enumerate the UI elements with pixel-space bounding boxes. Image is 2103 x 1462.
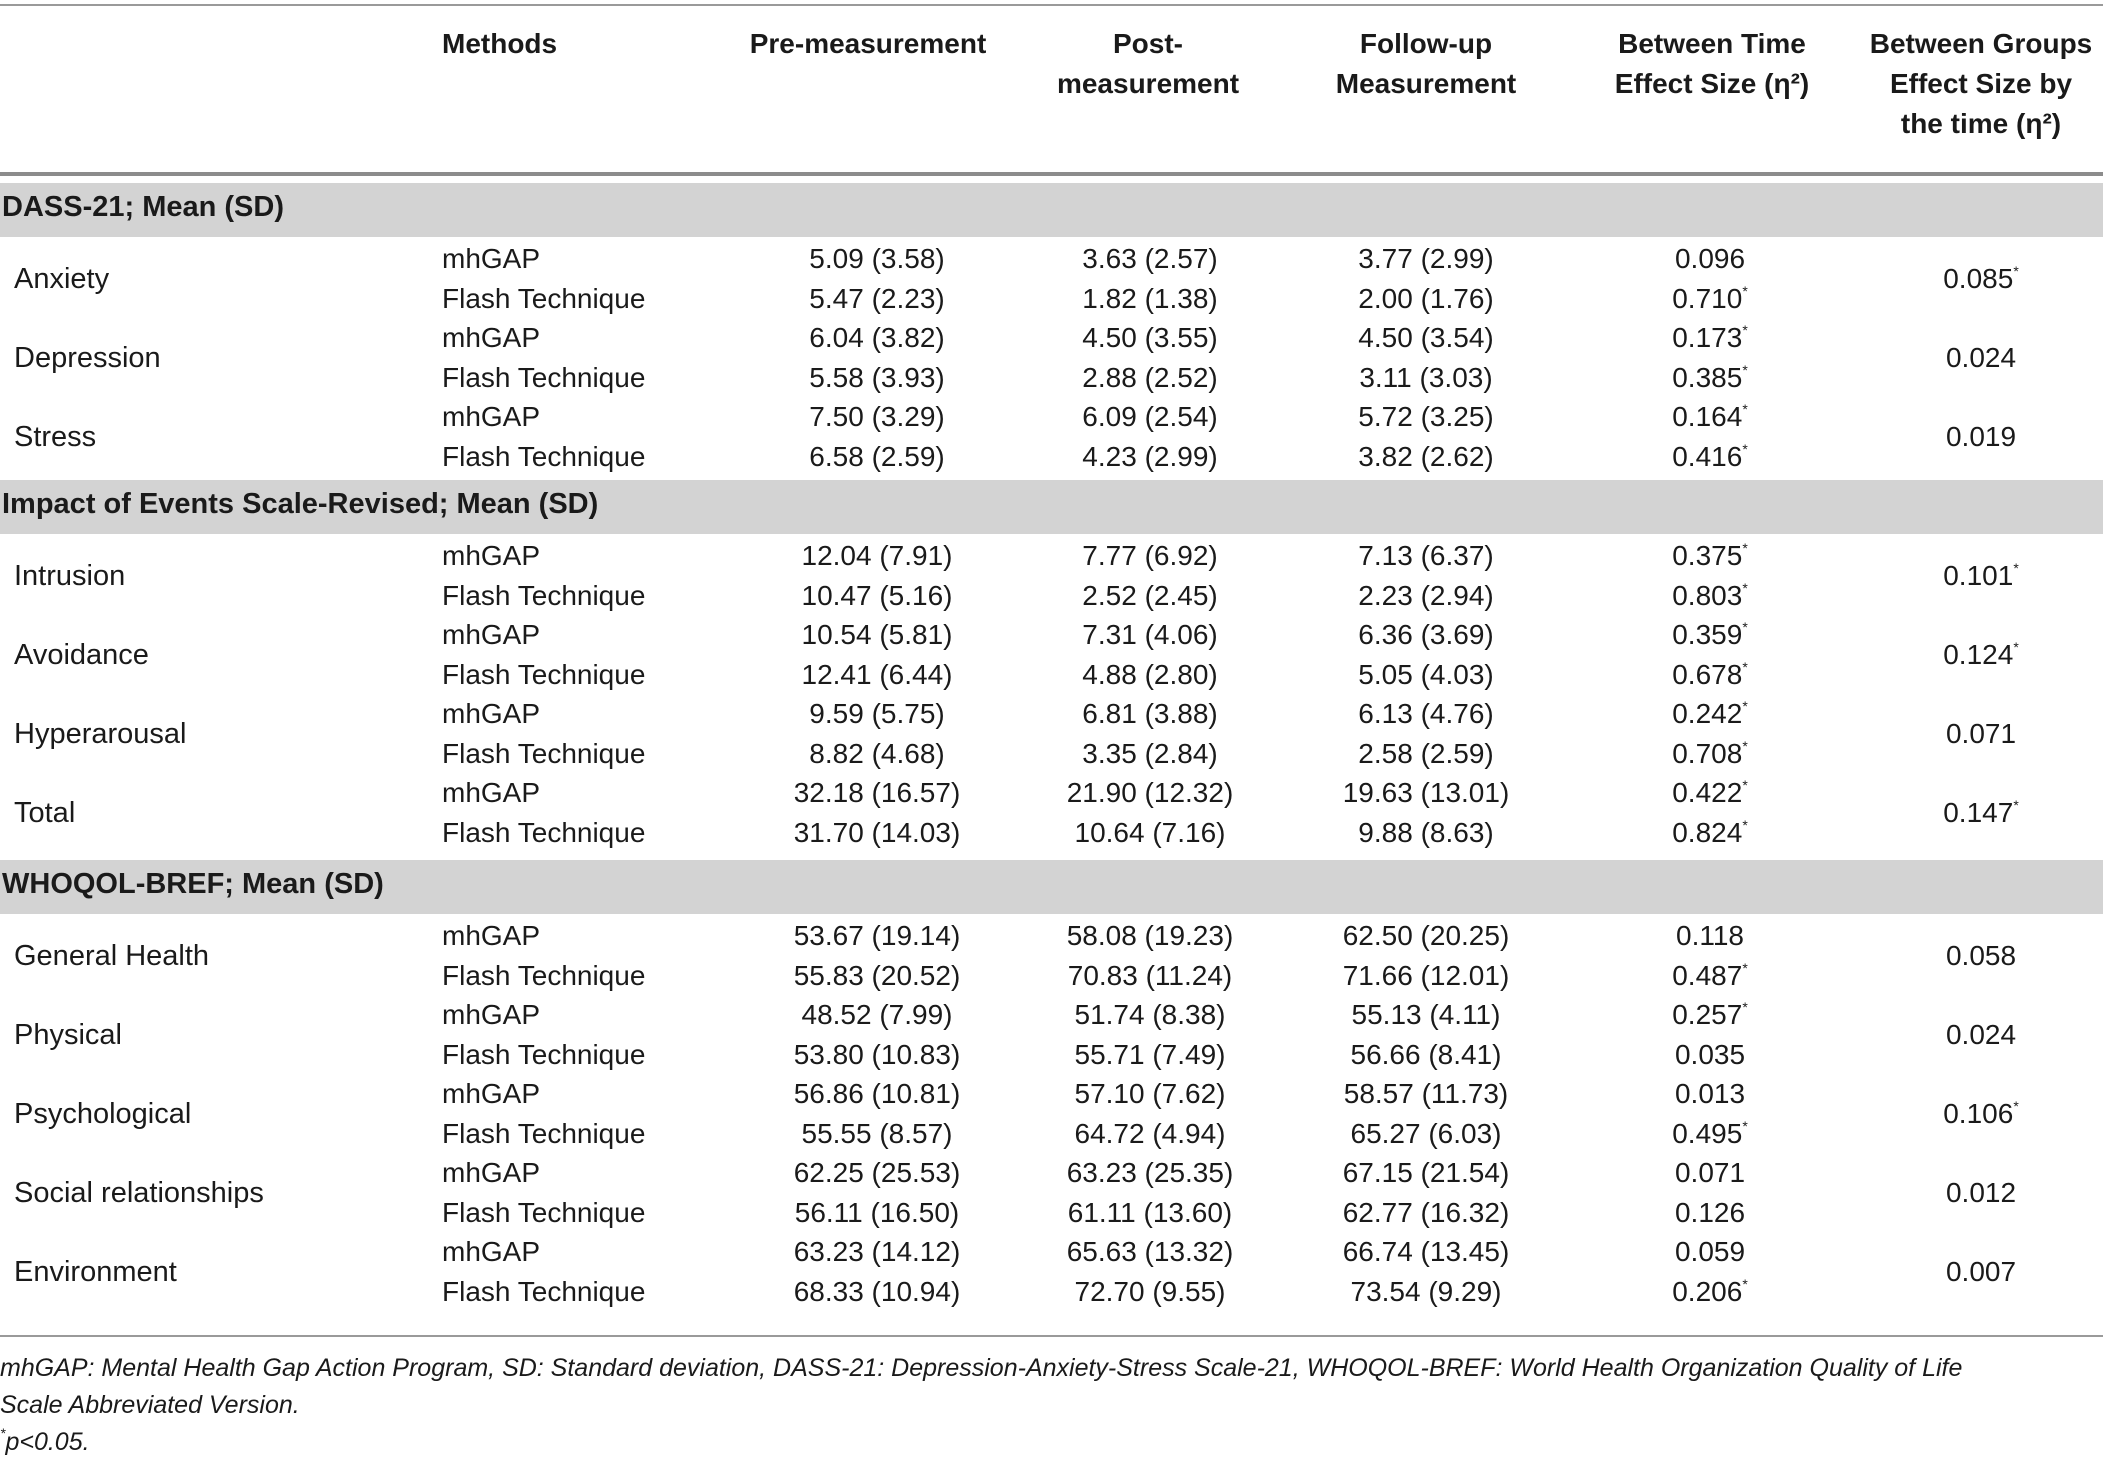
pre-measurement-cell: 5.58 (3.93) (809, 361, 945, 393)
significance-mark: * (2013, 638, 2019, 655)
table-row (0, 1114, 2103, 1154)
pre-measurement-cell: 12.41 (6.44) (801, 658, 953, 690)
significance-mark: * (1742, 322, 1748, 338)
pre-measurement-cell: 7.50 (3.29) (809, 401, 945, 432)
pre-measurement-cell: 6.58 (2.59) (809, 440, 945, 472)
pre-measurement-cell: 68.33 (10.94) (793, 1275, 961, 1307)
between-time-cell (1672, 655, 1748, 695)
significance-mark: * (1742, 959, 1748, 976)
between-time-value: 0.678 (1672, 658, 1743, 690)
header-bt-line2: Effect Size (η²) (1614, 68, 1810, 99)
footnote-sig-mark: * (0, 1425, 6, 1441)
post-measurement-cell: 4.23 (2.99) (1082, 440, 1218, 472)
pre-measurement-cell: 53.80 (10.83) (793, 1038, 961, 1070)
pre-measurement-cell: 12.04 (7.91) (801, 540, 953, 571)
method-cell: mhGAP (442, 322, 541, 353)
between-time-cell (1672, 1272, 1748, 1312)
table-row (0, 916, 2103, 956)
between-time-cell (1672, 576, 1748, 616)
between-time-cell (1672, 813, 1748, 853)
post-measurement-cell: 70.83 (11.24) (1067, 959, 1233, 991)
table-row (0, 694, 2103, 734)
between-time-cell (1672, 956, 1748, 996)
header-bt-line1: Between Time (1618, 28, 1806, 59)
table-row (0, 655, 2103, 695)
between-time-cell (1672, 995, 1748, 1035)
table-bottom-rule (0, 1335, 2103, 1337)
between-time-cell (1672, 437, 1748, 477)
between-time-cell (1672, 615, 1748, 655)
post-measurement-cell: 4.50 (3.55) (1082, 322, 1218, 353)
method-cell: mhGAP (442, 999, 541, 1030)
table-row (0, 1035, 2103, 1075)
between-groups-value: 0.071 (1945, 717, 2017, 749)
method-cell: mhGAP (442, 401, 541, 432)
table-row (0, 318, 2103, 358)
between-groups-value: 0.058 (1945, 939, 2017, 971)
significance-mark: * (2013, 1097, 2019, 1114)
between-time-value: 0.710 (1672, 282, 1743, 314)
outcome-label: General Health (14, 939, 210, 972)
significance-mark: * (1742, 619, 1748, 635)
significance-mark: * (1742, 361, 1748, 378)
between-time-cell (1672, 734, 1748, 774)
between-time-cell (1672, 318, 1748, 358)
significance-mark: * (1742, 1275, 1748, 1292)
between-time-value: 0.708 (1672, 737, 1743, 769)
header-follow-up-measurement (1336, 24, 1517, 104)
follow-up-cell: 73.54 (9.29) (1350, 1275, 1502, 1307)
outcome-label: Anxiety (14, 262, 110, 295)
method-cell: Flash Technique (442, 282, 646, 314)
table-row (0, 1232, 2103, 1272)
footnote-significance (0, 1424, 90, 1461)
between-time-value: 0.096 (1674, 243, 1746, 274)
header-bg-line3: the time (η²) (1900, 108, 2062, 139)
between-time-cell (1672, 694, 1748, 734)
between-time-cell (1675, 239, 1745, 279)
table-row (0, 995, 2103, 1035)
between-groups-value: 0.024 (1945, 1018, 2017, 1050)
significance-mark: * (2013, 559, 2019, 576)
follow-up-cell: 7.13 (6.37) (1358, 540, 1494, 571)
follow-up-cell: 19.63 (13.01) (1342, 777, 1510, 808)
pre-measurement-cell: 31.70 (14.03) (793, 816, 961, 848)
method-cell: Flash Technique (442, 1196, 646, 1228)
between-time-cell (1675, 1153, 1745, 1193)
follow-up-cell: 6.36 (3.69) (1358, 619, 1494, 650)
pre-measurement-cell: 63.23 (14.12) (793, 1236, 961, 1267)
between-time-value: 0.495 (1672, 1117, 1743, 1149)
between-time-value: 0.118 (1676, 920, 1744, 951)
post-measurement-cell: 6.09 (2.54) (1082, 401, 1218, 432)
method-cell: mhGAP (442, 243, 541, 274)
significance-mark: * (1742, 698, 1748, 714)
table-row (0, 1153, 2103, 1193)
table-row (0, 576, 2103, 616)
pre-measurement-cell: 56.11 (16.50) (794, 1196, 960, 1228)
footnote-abbreviations-line2: Scale Abbreviated Version. (0, 1391, 300, 1419)
table-row (0, 813, 2103, 853)
significance-mark: * (1742, 282, 1748, 299)
table-row (0, 1074, 2103, 1114)
between-time-value: 0.126 (1674, 1196, 1746, 1228)
header-bg-line1: Between Groups (1869, 28, 2093, 59)
method-cell: mhGAP (442, 540, 541, 571)
header-fu-line2: Measurement (1335, 68, 1517, 99)
between-time-value: 0.164 (1672, 401, 1743, 432)
significance-mark: * (1742, 579, 1748, 596)
post-measurement-cell: 1.82 (1.38) (1082, 282, 1218, 314)
table-row (0, 734, 2103, 774)
between-time-value: 0.206 (1672, 1275, 1743, 1307)
follow-up-cell: 62.77 (16.32) (1342, 1196, 1510, 1228)
header-fu-line1: Follow-up (1359, 28, 1493, 59)
method-cell: mhGAP (442, 619, 541, 650)
footnote-abbreviations-line1: mhGAP: Mental Health Gap Action Program, SD: Standard deviation, DASS-21: Depression-Anxiety-Stress Scale-21, WHOQOL-BREF: World Health Organization Quality of Life (0, 1354, 1963, 1382)
method-cell: mhGAP (442, 1236, 541, 1267)
post-measurement-cell: 65.63 (13.32) (1066, 1236, 1234, 1267)
between-groups-value: 0.012 (1945, 1176, 2017, 1208)
between-time-cell (1672, 358, 1748, 398)
post-measurement-cell: 10.64 (7.16) (1074, 816, 1226, 848)
between-time-value: 0.359 (1672, 619, 1743, 650)
significance-mark: * (2013, 262, 2019, 279)
post-measurement-cell: 58.08 (19.23) (1066, 920, 1234, 951)
section-header (0, 860, 2103, 914)
follow-up-cell: 71.66 (12.01) (1342, 959, 1510, 991)
follow-up-cell: 56.66 (8.41) (1350, 1038, 1502, 1070)
significance-mark: * (1742, 1117, 1748, 1134)
follow-up-cell: 3.77 (2.99) (1358, 243, 1494, 274)
outcome-label: Depression (14, 341, 161, 374)
between-time-value: 0.035 (1674, 1038, 1746, 1070)
header-between-groups (1870, 24, 2092, 144)
between-time-value: 0.071 (1674, 1157, 1746, 1188)
table-row (0, 615, 2103, 655)
pre-measurement-cell: 32.18 (16.57) (793, 777, 961, 808)
post-measurement-cell: 63.23 (25.35) (1066, 1157, 1234, 1188)
between-time-value: 0.416 (1672, 440, 1743, 472)
post-measurement-cell: 2.52 (2.45) (1082, 579, 1218, 611)
method-cell: Flash Technique (442, 658, 646, 690)
method-cell: Flash Technique (442, 1038, 646, 1070)
follow-up-cell: 5.72 (3.25) (1358, 401, 1494, 432)
follow-up-cell: 5.05 (4.03) (1358, 658, 1494, 690)
method-cell: Flash Technique (442, 737, 646, 769)
method-cell: mhGAP (442, 777, 541, 808)
post-measurement-cell: 64.72 (4.94) (1074, 1117, 1226, 1149)
section-header (0, 480, 2103, 534)
header-post-line1: Post- (1113, 28, 1183, 59)
significance-mark: * (1742, 816, 1748, 833)
outcome-label: Hyperarousal (14, 717, 187, 750)
follow-up-cell: 65.27 (6.03) (1350, 1117, 1502, 1149)
significance-mark: * (1742, 658, 1748, 675)
table-row (0, 1193, 2103, 1233)
header-between-time (1615, 24, 1809, 104)
pre-measurement-cell: 9.59 (5.75) (809, 698, 945, 729)
method-cell: mhGAP (442, 1078, 541, 1109)
between-time-value: 0.824 (1672, 816, 1743, 848)
method-cell: Flash Technique (442, 1275, 646, 1307)
outcome-label: Intrusion (14, 559, 126, 592)
post-measurement-cell: 51.74 (8.38) (1074, 999, 1226, 1030)
post-measurement-cell: 2.88 (2.52) (1082, 361, 1218, 393)
outcome-label: Social relationships (14, 1176, 264, 1209)
section-header (0, 183, 2103, 237)
between-time-value: 0.059 (1674, 1236, 1746, 1267)
post-measurement-cell: 4.88 (2.80) (1082, 658, 1218, 690)
pre-measurement-cell: 5.09 (3.58) (809, 243, 945, 274)
follow-up-cell: 2.00 (1.76) (1358, 282, 1494, 314)
follow-up-cell: 3.82 (2.62) (1358, 440, 1494, 472)
header-bg-line2: Effect Size by (1889, 68, 2073, 99)
between-time-value: 0.385 (1672, 361, 1743, 393)
pre-measurement-cell: 8.82 (4.68) (809, 737, 945, 769)
between-time-cell (1672, 536, 1748, 576)
outcome-label: Total (14, 796, 76, 829)
between-time-value: 0.422 (1672, 777, 1743, 808)
between-time-value: 0.242 (1672, 698, 1743, 729)
pre-measurement-cell: 55.83 (20.52) (793, 959, 961, 991)
significance-mark: * (1742, 737, 1748, 754)
header-post-measurement (1057, 24, 1239, 104)
outcome-label: Physical (14, 1018, 122, 1051)
between-time-cell (1676, 916, 1744, 956)
pre-measurement-cell: 6.04 (3.82) (809, 322, 945, 353)
table-row (0, 397, 2103, 437)
between-groups-value: 0.101 (1943, 559, 2014, 591)
significance-mark: * (1742, 440, 1748, 457)
significance-mark: * (2013, 796, 2019, 813)
table-top-rule (0, 4, 2103, 6)
method-cell: mhGAP (442, 1157, 541, 1188)
pre-measurement-cell: 10.47 (5.16) (801, 579, 953, 611)
between-time-cell (1675, 1074, 1745, 1114)
between-groups-value: 0.007 (1945, 1255, 2017, 1287)
between-groups-value: 0.106 (1943, 1097, 2014, 1129)
post-measurement-cell: 3.63 (2.57) (1082, 243, 1218, 274)
between-groups-value: 0.019 (1945, 420, 2017, 452)
follow-up-cell: 3.11 (3.03) (1359, 361, 1493, 393)
between-time-value: 0.173 (1672, 322, 1743, 353)
follow-up-cell: 55.13 (4.11) (1351, 999, 1501, 1030)
between-time-cell (1672, 773, 1748, 813)
follow-up-cell: 62.50 (20.25) (1342, 920, 1510, 951)
between-time-cell (1672, 397, 1748, 437)
pre-measurement-cell: 5.47 (2.23) (809, 282, 945, 314)
post-measurement-cell: 7.31 (4.06) (1082, 619, 1218, 650)
between-groups-value: 0.147 (1943, 796, 2014, 828)
outcome-label: Stress (14, 420, 97, 453)
between-groups-value: 0.124 (1943, 638, 2014, 670)
follow-up-cell: 9.88 (8.63) (1358, 816, 1494, 848)
between-groups-value: 0.024 (1945, 341, 2017, 373)
between-time-cell (1675, 1193, 1745, 1233)
table-row (0, 773, 2103, 813)
footnote-sig-text: p<0.05. (5, 1428, 90, 1456)
post-measurement-cell: 3.35 (2.84) (1082, 737, 1218, 769)
method-cell: mhGAP (442, 920, 541, 951)
post-measurement-cell: 57.10 (7.62) (1074, 1078, 1226, 1109)
between-groups-value: 0.085 (1943, 262, 2014, 294)
between-time-value: 0.257 (1672, 999, 1743, 1030)
method-cell: Flash Technique (442, 816, 646, 848)
method-cell: mhGAP (442, 698, 541, 729)
header-rule (0, 172, 2103, 176)
table-row (0, 536, 2103, 576)
section-title: Impact of Events Scale-Revised; Mean (SD) (2, 488, 599, 520)
pre-measurement-cell: 55.55 (8.57) (801, 1117, 953, 1149)
table-row (0, 1272, 2103, 1312)
table-row (0, 437, 2103, 477)
between-time-value: 0.013 (1674, 1078, 1746, 1109)
method-cell: Flash Technique (442, 1117, 646, 1149)
significance-mark: * (1742, 540, 1748, 556)
between-time-value: 0.375 (1672, 540, 1743, 571)
follow-up-cell: 6.13 (4.76) (1358, 698, 1494, 729)
table-row (0, 279, 2103, 319)
follow-up-cell: 2.23 (2.94) (1358, 579, 1494, 611)
post-measurement-cell: 72.70 (9.55) (1074, 1275, 1226, 1307)
follow-up-cell: 67.15 (21.54) (1342, 1157, 1510, 1188)
table-row (0, 956, 2103, 996)
significance-mark: * (1742, 999, 1748, 1015)
header-pre-measurement (750, 24, 987, 64)
table-row (0, 358, 2103, 398)
header-methods: Methods (442, 28, 558, 59)
outcome-label: Avoidance (14, 638, 149, 671)
pre-measurement-cell: 10.54 (5.81) (801, 619, 953, 650)
between-time-value: 0.803 (1672, 579, 1743, 611)
header-post-line2: measurement (1056, 68, 1240, 99)
between-time-cell (1675, 1232, 1745, 1272)
post-measurement-cell: 7.77 (6.92) (1082, 540, 1218, 571)
follow-up-cell: 58.57 (11.73) (1343, 1078, 1509, 1109)
pre-measurement-cell: 53.67 (19.14) (793, 920, 961, 951)
between-time-cell (1672, 1114, 1748, 1154)
table-row (0, 239, 2103, 279)
significance-mark: * (1742, 777, 1748, 793)
header-pre-line1: Pre-measurement (749, 28, 987, 59)
outcome-label: Psychological (14, 1097, 192, 1130)
pre-measurement-cell: 56.86 (10.81) (793, 1078, 961, 1109)
follow-up-cell: 66.74 (13.45) (1342, 1236, 1510, 1267)
section-title: WHOQOL-BREF; Mean (SD) (2, 868, 384, 900)
method-cell: Flash Technique (442, 579, 646, 611)
post-measurement-cell: 55.71 (7.49) (1074, 1038, 1226, 1070)
method-cell: Flash Technique (442, 959, 646, 991)
follow-up-cell: 2.58 (2.59) (1358, 737, 1494, 769)
between-time-cell (1672, 279, 1748, 319)
post-measurement-cell: 21.90 (12.32) (1066, 777, 1234, 808)
section-title: DASS-21; Mean (SD) (2, 191, 284, 223)
between-time-cell (1675, 1035, 1745, 1075)
significance-mark: * (1742, 401, 1748, 417)
follow-up-cell: 4.50 (3.54) (1358, 322, 1494, 353)
pre-measurement-cell: 62.25 (25.53) (793, 1157, 961, 1188)
method-cell: Flash Technique (442, 440, 646, 472)
post-measurement-cell: 61.11 (13.60) (1067, 1196, 1233, 1228)
between-time-value: 0.487 (1672, 959, 1743, 991)
pre-measurement-cell: 48.52 (7.99) (801, 999, 953, 1030)
post-measurement-cell: 6.81 (3.88) (1082, 698, 1218, 729)
method-cell: Flash Technique (442, 361, 646, 393)
outcome-label: Environment (14, 1255, 177, 1288)
